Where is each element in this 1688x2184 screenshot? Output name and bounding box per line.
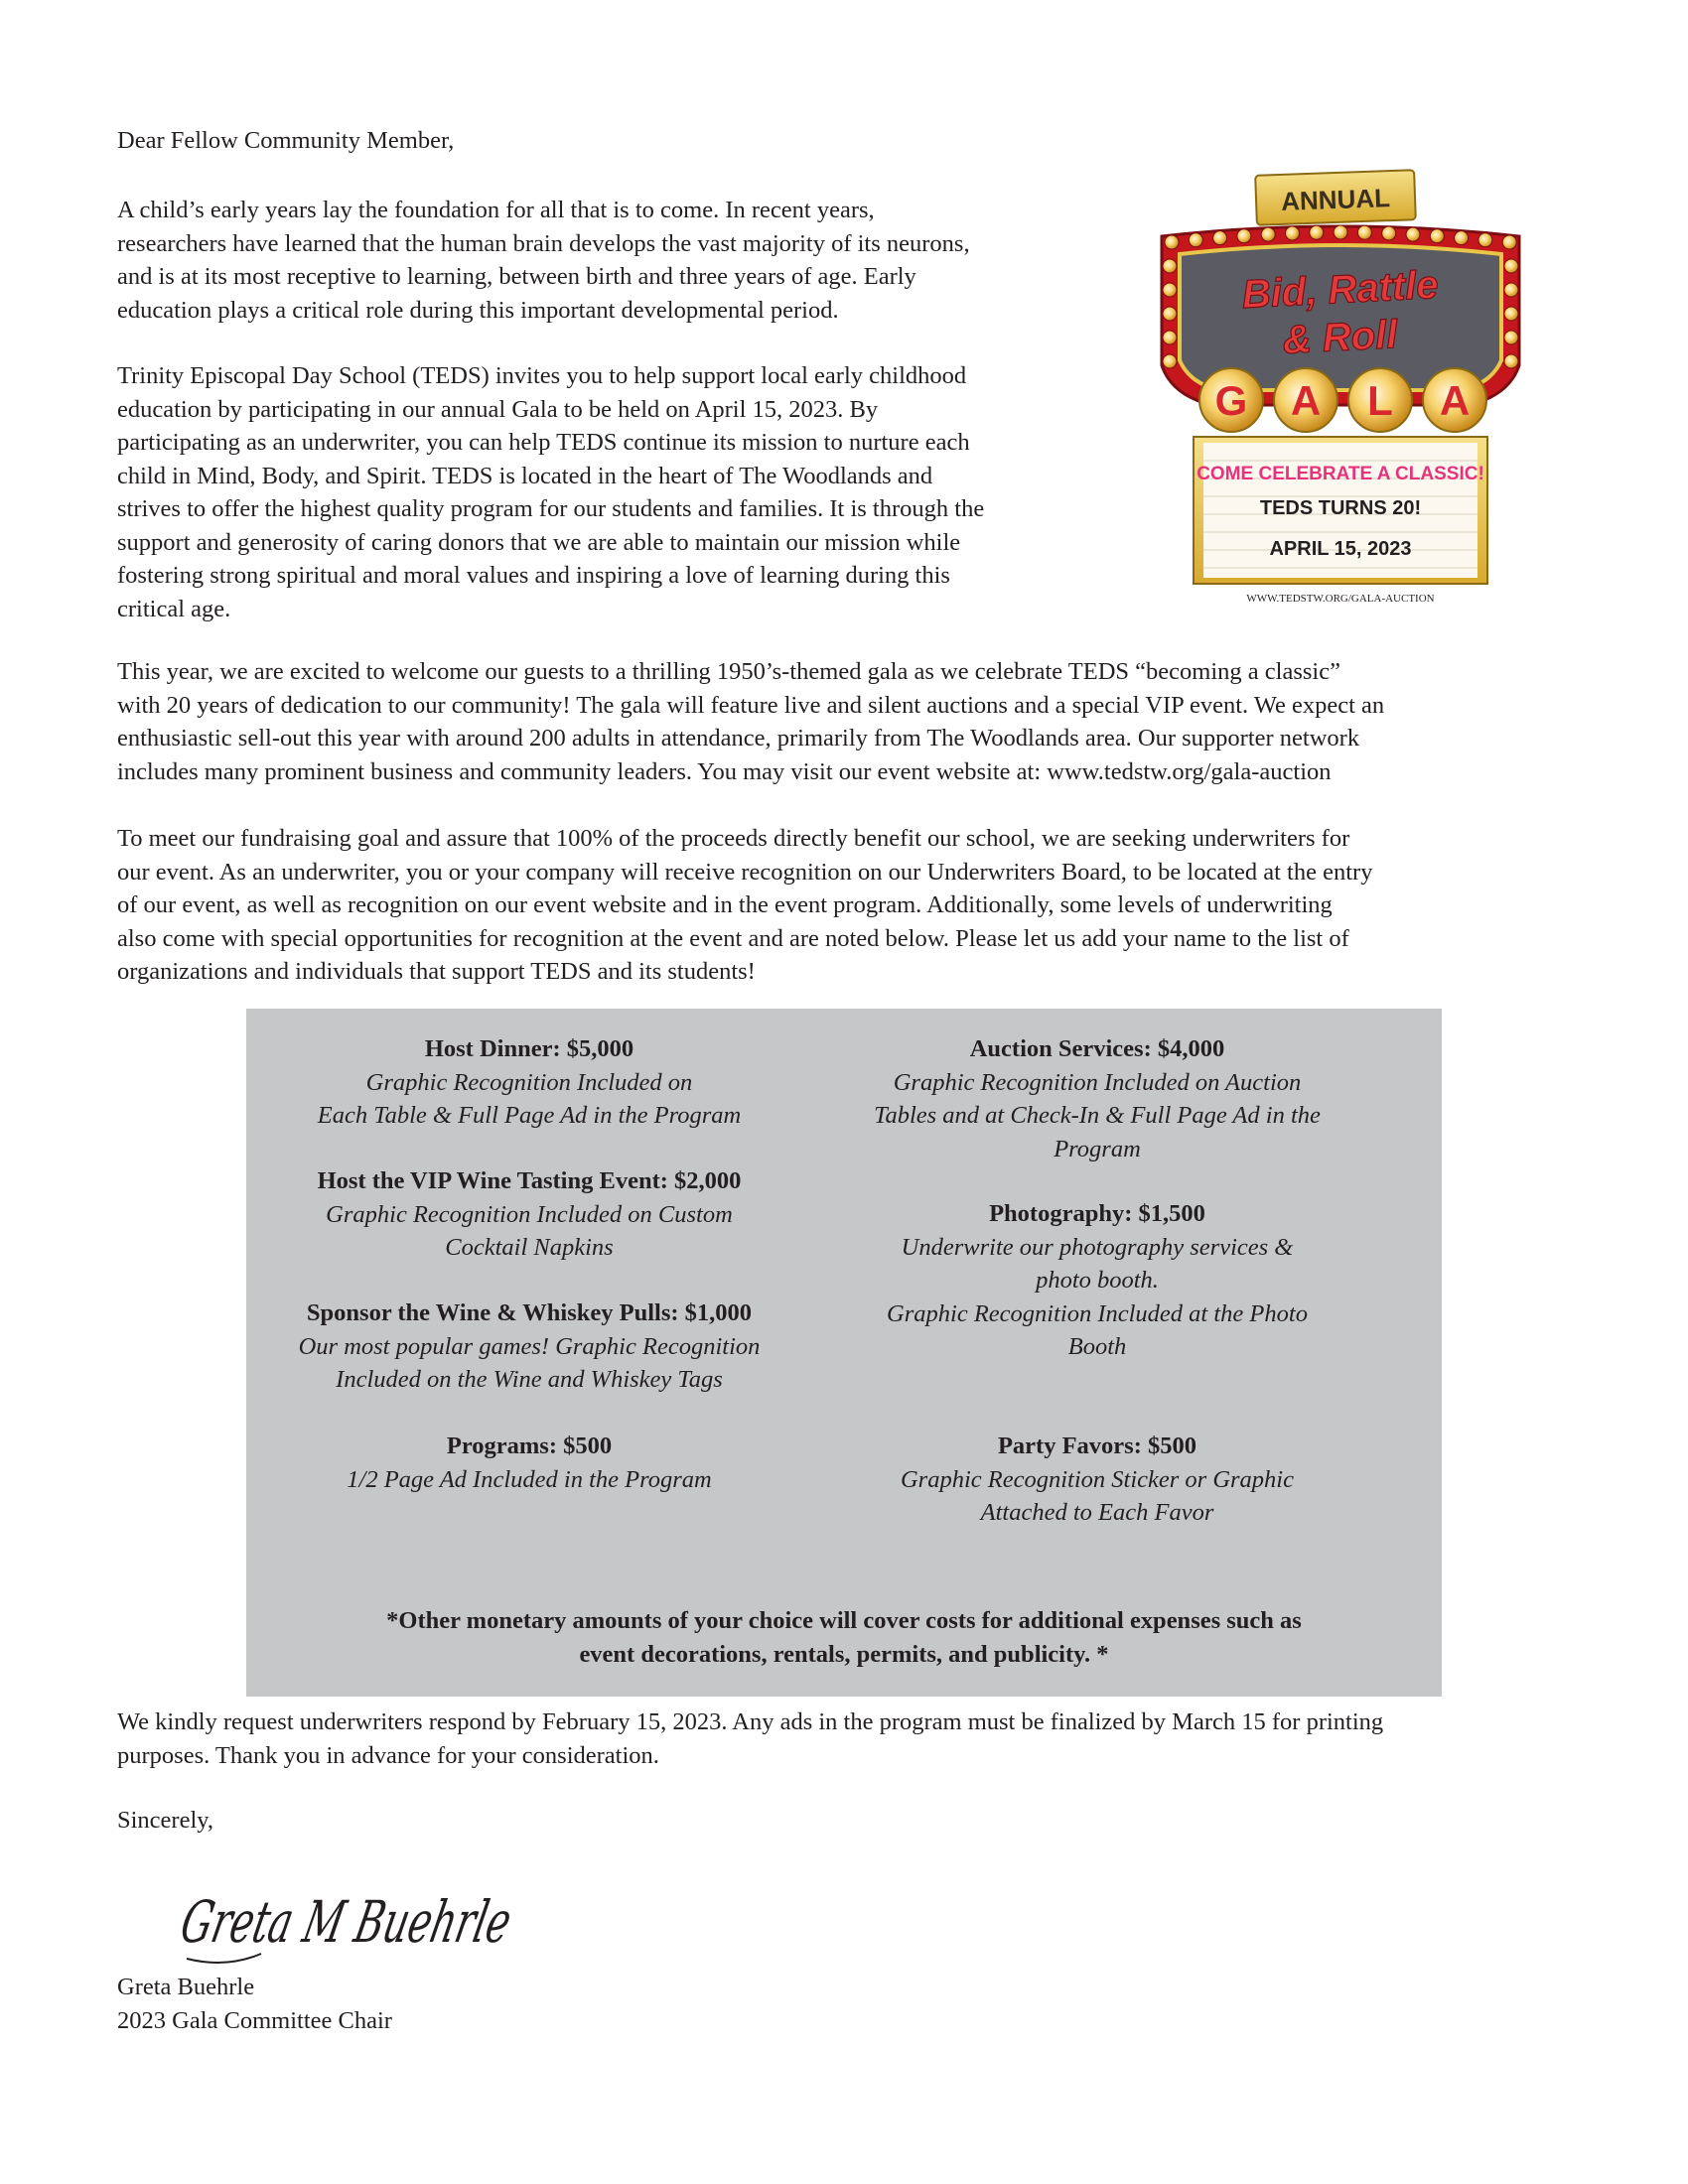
marquee-bulb	[1504, 259, 1518, 273]
marquee-bulb	[1455, 231, 1469, 245]
marquee-bulb	[1478, 233, 1492, 247]
paragraph-line: organizations and individuals that support TEDS and its students!	[117, 958, 756, 985]
marquee-bulb	[1189, 233, 1202, 247]
marquee-bulb	[1504, 354, 1518, 368]
marquee-bulb	[1310, 225, 1324, 239]
paragraph-line: education plays a critical role during this important developmental period.	[117, 296, 839, 324]
paragraph-line: child in Mind, Body, and Spirit. TEDS is located in the heart of The Woodlands and	[117, 462, 933, 489]
paragraph-line: of our event, as well as recognition on our event website and in the event program. Additionally, some levels of underwriting	[117, 891, 1333, 918]
paragraph-line: and is at its most receptive to learning, between birth and three years of age. Early	[117, 263, 916, 290]
paragraph-underwriters	[117, 822, 1587, 989]
paragraph-line: includes many prominent business and community leaders. You may visit our event website at: www.tedstw.org/gala-auction	[117, 757, 1332, 785]
paragraph-line: critical age.	[117, 595, 231, 622]
marquee-bulb	[1334, 225, 1347, 239]
marquee-bulb	[1430, 229, 1444, 243]
paragraph-line: Trinity Episcopal Day School (TEDS) invites you to help support local early childhood	[117, 362, 967, 389]
paragraph-line: also come with special opportunities for recognition at the event and are noted below. Please let us add your name to the list of	[117, 924, 1349, 952]
note-line: *Other monetary amounts of your choice will cover costs for additional expenses such as	[386, 1607, 1302, 1634]
marquee-bulb	[1163, 354, 1177, 368]
item-desc: Graphic Recognition Included on Custom	[326, 1200, 733, 1228]
marquee-bulb	[1502, 235, 1516, 249]
gala-letter: A	[1290, 377, 1322, 424]
note-line: event decorations, rentals, permits, and publicity. *	[579, 1640, 1109, 1668]
paragraph-line: fostering strong spiritual and moral values and inspiring a love of learning during this	[117, 562, 950, 589]
item-desc: Attached to Each Favor	[980, 1499, 1214, 1526]
marquee-bulb	[1406, 227, 1420, 241]
salutation: Dear Fellow Community Member,	[117, 127, 455, 154]
item-title: Programs: $500	[446, 1433, 613, 1459]
marquee-bulb	[1357, 225, 1371, 239]
item-desc: Booth	[1067, 1333, 1127, 1360]
item-title: Host Dinner: $5,000	[424, 1035, 634, 1062]
underwriting-item	[246, 1164, 812, 1265]
marquee-bulb	[1261, 227, 1275, 241]
underwriting-item	[246, 1430, 812, 1496]
item-desc: Tables and at Check-In & Full Page Ad in the	[874, 1102, 1321, 1129]
marquee-bulb	[1504, 283, 1518, 297]
item-desc: Graphic Recognition Included on Auction	[893, 1068, 1302, 1096]
underwriting-item	[246, 1297, 812, 1397]
gala-letter: G	[1214, 377, 1248, 424]
underwriting-box	[246, 1009, 1442, 1697]
paragraph-line: with 20 years of dedication to our community! The gala will feature live and silent auctions and a special VIP event. We expect an	[117, 691, 1385, 719]
item-title: Sponsor the Wine & Whiskey Pulls: $1,000	[306, 1299, 753, 1326]
paragraph-line: This year, we are excited to welcome our guests to a thrilling 1950’s-themed gala as we celebrate TEDS “becoming a classic”	[117, 658, 1340, 685]
paragraph-line: researchers have learned that the human brain develops the vast majority of its neurons,	[117, 229, 970, 257]
paragraph-line: our event. As an underwriter, you or your company will receive recognition on our Underwriters Board, to be located at the entry	[117, 858, 1373, 886]
underwriting-item	[814, 1197, 1380, 1364]
item-desc: Cocktail Napkins	[445, 1234, 614, 1261]
logo-title-line1: Bid, Rattle	[1240, 262, 1440, 318]
paragraph-line: enthusiastic sell-out this year with around 200 adults in attendance, primarily from The Woodlands area. Our supporter network	[117, 725, 1360, 751]
item-title: Auction Services: $4,000	[969, 1035, 1225, 1062]
item-desc: Program	[1054, 1135, 1141, 1162]
signature-script: Greta M Buehrle	[175, 1888, 681, 1956]
underwriting-item	[246, 1032, 812, 1133]
paragraph-intro	[117, 194, 1110, 327]
paragraph-deadline	[117, 1706, 1587, 1772]
signer-title: 2023 Gala Committee Chair	[117, 2006, 392, 2034]
marquee-bulb	[1163, 331, 1177, 344]
item-desc: photo booth.	[1036, 1267, 1159, 1294]
marquee-bulb	[1286, 226, 1300, 240]
item-desc: Each Table & Full Page Ad in the Program	[317, 1102, 742, 1129]
paragraph-line: A child’s early years lay the foundation for all that is to come. In recent years,	[117, 197, 875, 223]
logo-url: WWW.TEDSTW.ORG/GALA-AUCTION	[1246, 593, 1435, 605]
closing: Sincerely,	[117, 1807, 214, 1834]
marquee-bulb	[1382, 226, 1396, 240]
marquee-line1: COME CELEBRATE A CLASSIC!	[1196, 464, 1484, 484]
annual-text: ANNUAL	[1280, 183, 1391, 216]
paragraph-line: purposes. Thank you in advance for your consideration.	[117, 1741, 659, 1769]
item-desc: Our most popular games! Graphic Recognition	[298, 1332, 761, 1360]
underwriting-item	[814, 1430, 1380, 1530]
gala-letter: L	[1367, 377, 1393, 424]
signer-name: Greta Buehrle	[117, 1974, 255, 2000]
item-title: Host the VIP Wine Tasting Event: $2,000	[317, 1167, 742, 1194]
other-amounts-note	[246, 1604, 1442, 1671]
item-desc: 1/2 Page Ad Included in the Program	[347, 1465, 712, 1493]
paragraph-line: We kindly request underwriters respond by February 15, 2023. Any ads in the program must be finalized by March 15 for printing	[117, 1708, 1384, 1735]
signer-block	[117, 1971, 392, 2037]
item-title: Party Favors: $500	[997, 1433, 1197, 1459]
paragraph-invitation	[117, 359, 1110, 625]
item-desc: Graphic Recognition Included on	[365, 1068, 693, 1096]
marquee-line2: TEDS TURNS 20!	[1259, 497, 1422, 519]
paragraph-line: participating as an underwriter, you can help TEDS continue its mission to nurture each	[117, 429, 970, 456]
gala-letter: A	[1439, 377, 1471, 424]
item-desc: Graphic Recognition Included at the Photo	[887, 1299, 1308, 1327]
marquee-bulb	[1163, 283, 1177, 297]
underwriting-item	[814, 1032, 1380, 1165]
marquee-bulb	[1213, 231, 1227, 245]
item-desc: Graphic Recognition Sticker or Graphic	[900, 1465, 1294, 1493]
marquee-bulb	[1504, 331, 1518, 344]
paragraph-line: education by participating in our annual Gala to be held on April 15, 2023. By	[117, 395, 879, 423]
paragraph-line: strives to offer the highest quality program for our students and families. It is through the	[117, 495, 985, 522]
annual-sign	[1255, 170, 1416, 225]
logo-title-line2: & Roll	[1281, 313, 1399, 363]
marquee-bulb	[1165, 235, 1179, 249]
marquee-bulb	[1504, 307, 1518, 321]
item-title: Photography: $1,500	[989, 1200, 1205, 1227]
item-desc: Underwrite our photography services &	[901, 1233, 1294, 1261]
paragraph-line: To meet our fundraising goal and assure that 100% of the proceeds directly benefit our school, we are seeking underwriters for	[117, 825, 1350, 852]
marquee-bulb	[1237, 229, 1251, 243]
item-desc: Included on the Wine and Whiskey Tags	[336, 1366, 723, 1393]
marquee-bulb	[1163, 259, 1177, 273]
paragraph-gala-theme	[117, 655, 1587, 788]
marquee-line3: APRIL 15, 2023	[1269, 538, 1412, 560]
gala-logo	[1142, 167, 1539, 614]
signature	[167, 1864, 681, 1974]
marquee-bulb	[1163, 307, 1177, 321]
paragraph-line: support and generosity of caring donors that we are able to maintain our mission while	[117, 528, 961, 556]
